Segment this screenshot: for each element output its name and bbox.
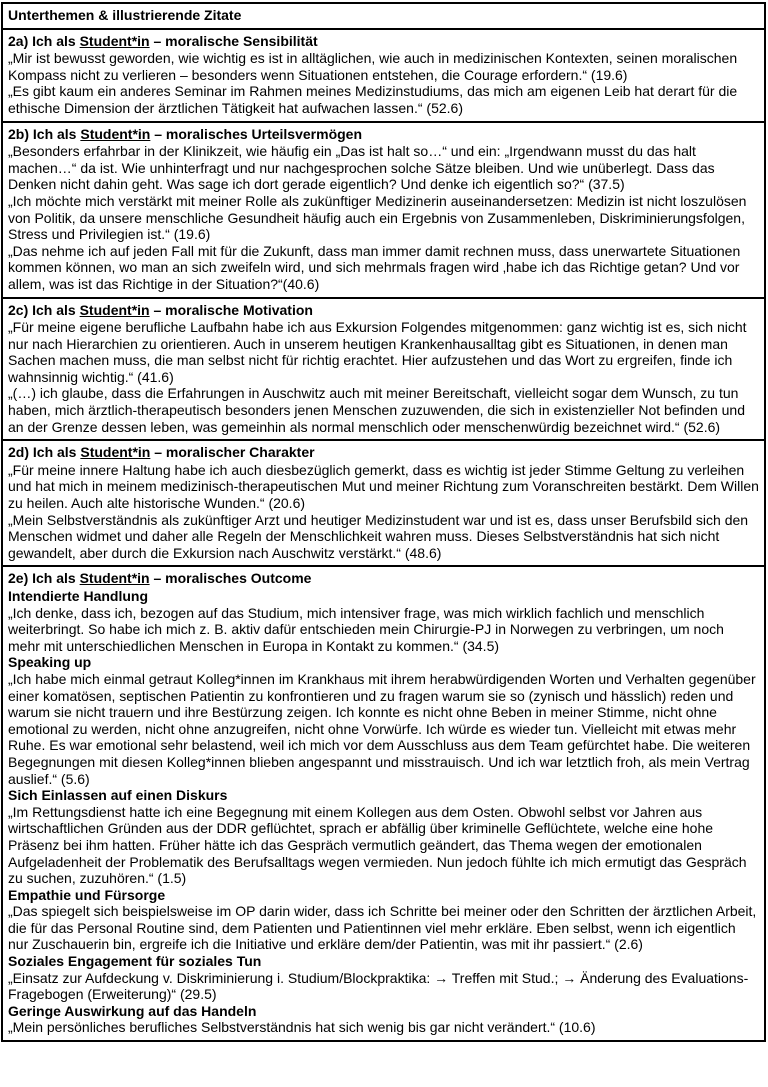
section-heading bbox=[8, 126, 759, 143]
section-heading bbox=[8, 570, 759, 587]
section-heading bbox=[8, 444, 759, 461]
table-header: Unterthemen & illustrierende Zitate bbox=[2, 3, 765, 29]
heading-prefix: 2a) Ich als bbox=[8, 32, 80, 49]
section-cell-2c bbox=[2, 298, 765, 441]
heading-underlined-term: Student*in bbox=[80, 444, 151, 461]
subtheme-heading: Intendierte Handlung bbox=[8, 588, 148, 604]
quote-text: „Ich möchte mich verstärkt mit meiner Rolle als zukünftiger Medizinerin auseinandersetzen: Medizin ist nicht loszulösen von Politik, da unsere menschliche Gesundheit häufig auch ein Ergebnis von Zusammenleben, Diskriminierungsfolgen, Stress und Privilegien ist.“ (19.6) bbox=[8, 192, 747, 243]
quotes-table bbox=[1, 2, 766, 1042]
subtheme-heading: Soziales Engagement für soziales Tun bbox=[8, 953, 262, 970]
section-cell-2d bbox=[2, 440, 765, 566]
quote-text: „Im Rettungsdienst hatte ich eine Begegnung mit einem Kollegen aus dem Osten. Obwohl selbst vor Jahren aus wirtschaftlichen Gründen aus der DDR geflüchtet, sprach er abfällig über kriminelle Geflüchtete, welche eine hohe Präsenz bei ihm hatten. Früher hätte ich das Gespräch vermutlich geändert, das Thema wegen der emotionalen Aufgeladenheit der Problematik des Berufsalltags wegen vermieden. Nun jedoch fühlte ich mich ermutigt das Gespräch zu suchen, zuzuhören.“ (1.5) bbox=[8, 803, 747, 887]
quote-text: „Mein persönliches berufliches Selbstverständnis hat sich wenig bis gar nicht verändert.“ (10.6) bbox=[8, 1019, 596, 1036]
heading-underlined-term: Student*in bbox=[79, 301, 150, 318]
heading-suffix: – moralische Motivation bbox=[149, 301, 313, 318]
section-row-2e bbox=[2, 566, 765, 1041]
section-row-2a bbox=[2, 29, 765, 122]
header-row bbox=[2, 3, 765, 29]
heading-suffix: – moralischer Charakter bbox=[150, 444, 315, 461]
quote-text: „Ich habe mich einmal getraut Kolleg*innen im Krankhaus mit ihrem herabwürdigenden Worten und Verhalten gegenüber einer komatösen, septischen Patientin zu konfrontieren und zu fragen warum sie so (zynisch und hässlich) reden und warum sie nicht trauern und ihre Bestürzung zeigen. Ich konnte es nicht ohne Beben in meiner Stimme, nicht ohne emotional zu werden, nicht ohne anzugreifen, nicht ohne Vorwürfe. Ich würde es wieder tun. Vielleicht mit etwas mehr Ruhe. Es war emotional sehr belastend, weil ich mich vor dem Ausschluss aus dem Team gefürchtet habe. Die weiteren Begegnungen mit diesen Kolleg*innen blieben angespannt und misstrauisch. Und ich war letztlich froh, als mein Vertrag auslief.“ (5.6) bbox=[8, 670, 756, 787]
quote-text: „Einsatz zur Aufdeckung v. Diskriminierung i. Studium/Blockpraktika: → Treffen mit Stud.; → Änderung des Evaluations-Fragebogen (Erweiterung)“ (29.5) bbox=[8, 969, 749, 1003]
quote-text: „Es gibt kaum ein anderes Seminar im Rahmen meines Medizinstudiums, das mich am eigenen Leib hat derart für die ethische Dimension der ärztlichen Tätigkeit hat aufwachen lassen.“ (52.6) bbox=[8, 83, 738, 116]
section-row-2d bbox=[2, 440, 765, 566]
subtheme-heading: Sich Einlassen auf einen Diskurs bbox=[8, 787, 228, 804]
section-heading bbox=[8, 302, 759, 319]
heading-prefix: 2d) Ich als bbox=[8, 444, 81, 461]
quote-text: „Für meine eigene berufliche Laufbahn habe ich aus Exkursion Folgendes mitgenommen: ganz wichtig ist es, sich nicht nur nach Hierarchien zu orientieren. Auch in unserem heutigen Krankenhausalltag gibt es Situationen, in denen man Sachen machen muss, die man selbst nicht für richtig erachtet. Hier aufzustehen und das Wort zu ergreifen, finde ich wahnsinnig wichtig.“ (41.6) bbox=[8, 319, 747, 385]
sections-body bbox=[2, 29, 765, 1041]
heading-suffix: – moralisches Urteilsvermögen bbox=[150, 125, 363, 142]
heading-underlined-term: Student*in bbox=[79, 570, 150, 587]
heading-suffix: – moralische Sensibilität bbox=[149, 32, 318, 49]
heading-underlined-term: Student*in bbox=[79, 32, 150, 49]
section-cell-2e bbox=[2, 566, 765, 1041]
section-cell-2b bbox=[2, 122, 765, 298]
section-cell-2a bbox=[2, 29, 765, 122]
quote-text: „Ich denke, dass ich, bezogen auf das Studium, mich intensiver frage, was mich wirklich fachlich und menschlich weiterbringt. So habe ich mich z. B. aktiv dafür entschieden mein Chirurgie-PJ in Norwegen zu verbringen, um noch mehr mit unterschiedlichen Menschen in Europa in Kontakt zu kommen.“ (34.5) bbox=[8, 604, 724, 654]
subtheme-heading: Speaking up bbox=[8, 654, 92, 671]
heading-underlined-term: Student*in bbox=[80, 125, 151, 142]
heading-prefix: 2e) Ich als bbox=[8, 570, 80, 587]
subtheme-heading: Geringe Auswirkung auf das Handeln bbox=[8, 1002, 257, 1019]
section-row-2c bbox=[2, 298, 765, 441]
quote-text: „Das spiegelt sich beispielsweise im OP darin wider, dass ich Schritte bei meiner oder den Schritten der ärztlichen Arbeit, die für das Personal Routine sind, dem Patienten und Patientinnen viel mehr erkläre. Eben selbst, wenn ich eigentlich nur Zuschauerin bin, ergreife ich die Initiative und erkläre dem/der Patientin, was mit ihr passiert.“ (2.6) bbox=[8, 903, 757, 953]
heading-prefix: 2b) Ich als bbox=[8, 125, 81, 142]
heading-prefix: 2c) Ich als bbox=[8, 301, 80, 318]
quote-text: „(…) ich glaube, dass die Erfahrungen in Auschwitz auch mit meiner Bereitschaft, vielleicht sogar dem Wunsch, zu tun haben, mich ärztlich-therapeutisch besonders jenen Menschen zuzuwenden, die sich in existenzieller Not befinden und an der Grenze dessen leben, was gemeinhin als normal menschlich oder menschenwürdig bezeichnet wird.“ (52.6) bbox=[8, 385, 745, 435]
subtheme-heading: Empathie und Fürsorge bbox=[8, 886, 166, 903]
quote-text: „Mein Selbstverständnis als zukünftiger Arzt und heutiger Medizinstudent war und ist es, dass unser Berufsbild sich den Menschen widmet und daher alle Regeln der Menschlichkeit wahren muss. Dieses Selbstverständnis hat sich nicht gewandelt, aber durch die Exkursion nach Auschwitz verstärkt.“ (48.6) bbox=[8, 511, 749, 561]
section-row-2b bbox=[2, 122, 765, 298]
heading-suffix: – moralisches Outcome bbox=[149, 570, 312, 587]
quote-text: „Das nehme ich auf jeden Fall mit für die Zukunft, dass man immer damit rechnen muss, dass unerwartete Situationen kommen können, wo man an sich zweifeln wird, und sich mehrmals fragen wird ‚habe ich das Richtige getan? Und vor allem, was ist das Richtige in der Situation?“(40.6) bbox=[8, 242, 741, 292]
quote-text: „Mir ist bewusst geworden, wie wichtig es ist in alltäglichen, wie auch in medizinischen Kontexten, seinen moralischen Kompass nicht zu verlieren – besonders wenn Situationen entstehen, die Courage erfordern.“ (19.6) bbox=[8, 50, 738, 83]
quote-text: „Besonders erfahrbar in der Klinikzeit, wie häufig ein „Das ist halt so…“ und ein: „Irgendwann musst du das halt machen…“ da ist. Wie unhinterfragt und nur nachgesprochen solche Sätze bleiben. Und wie unüberlegt. Dass das Denken nicht dahin geht. Was sage ich dort gerade eigentlich? Und denke ich eigentlich so?“ (37.5) bbox=[8, 143, 715, 193]
quote-text: „Für meine innere Haltung habe ich auch diesbezüglich gemerkt, dass es wichtig ist jeder Stimme Geltung zu verleihen und hat mich in meinem medizinisch-therapeutischen Mut und meiner Richtung zum Voranschreiten bestärkt. Dem Willen zu heilen. Auch alte historische Wunden.“ (20.6) bbox=[8, 461, 759, 512]
section-heading bbox=[8, 33, 759, 50]
